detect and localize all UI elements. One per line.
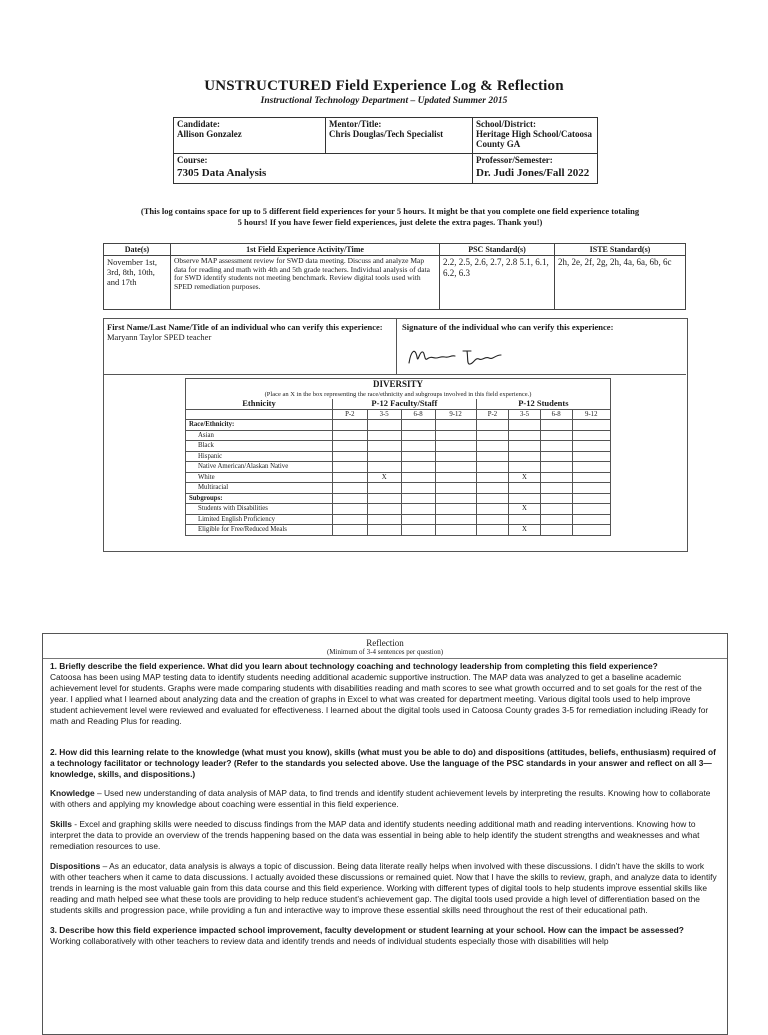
- diversity-mark-cell: [572, 525, 610, 536]
- grade-blank: [186, 409, 333, 420]
- students-header: P-12 Students: [476, 399, 610, 409]
- mentor-value: Chris Douglas/Tech Specialist: [329, 129, 444, 139]
- school-label: School/District:: [476, 119, 536, 129]
- diversity-mark-cell: [540, 483, 572, 494]
- diversity-mark-cell: [476, 462, 508, 473]
- skills-label: Skills: [50, 819, 72, 829]
- diversity-mark-cell: [572, 504, 610, 515]
- diversity-mark-cell: [572, 472, 610, 483]
- diversity-mark-cell: [476, 504, 508, 515]
- dispositions-label: Dispositions: [50, 861, 101, 871]
- diversity-table: [185, 378, 611, 536]
- diversity-mark-cell: [476, 514, 508, 525]
- question-2: 2. How did this learning relate to the knowledge (what must you know), skills (what must you be able to do) and dispositions (attitudes, beliefs, enthusiasm) required of a technology facilitator or technology leader? (Refer to the standards you selected above. Use the language of the PSC standards in your answer and reflect on all 3—knowledge, skills, and dispositions.): [50, 747, 716, 779]
- diversity-row: [186, 483, 611, 494]
- dispositions-text: – As an educator, data analysis is always a topic of discussion. Being data literate really helps when involved with these discussions. I didn’t have the skills to work with other teachers when it came to data discussions. I actually avoided these discussions or remained quiet. Now that I have the skills to review, graph, and analyze data to identify trends in learning is the most valuable gain from this data course and this field experience. Working with different types of digital tools to help students improve essential skills like reading and math helped see what these tools are providing to help reduce student’s achievement gap. The digital tools used provide a high level of differentiation based on the students skills and progression pace, while providing a fun and interactive way to improve these essential skills need throughout the rest of their educational path.: [50, 861, 717, 915]
- diversity-mark-cell: [476, 451, 508, 462]
- diversity-mark-cell: [367, 514, 401, 525]
- diversity-mark-cell: [509, 462, 541, 473]
- grade-header: 9-12: [572, 409, 610, 420]
- activity-header: 1st Field Experience Activity/Time: [171, 244, 440, 256]
- diversity-mark-cell: [367, 451, 401, 462]
- mentor-label: Mentor/Title:: [329, 119, 382, 129]
- diversity-mark-cell: [333, 472, 368, 483]
- candidate-label: Candidate:: [177, 119, 221, 129]
- mentor-cell: [326, 118, 473, 154]
- subgroups-header: Subgroups:: [186, 493, 333, 504]
- skills-text: - Excel and graphing skills were needed to discuss findings from the MAP data and identify students needing additional math and reading interventions. Knowing how to interpret the data to provide an overview of the trends happening based on the data was essential in being able to help identify the student strengths and weaknesses and what remediation resources to use.: [50, 819, 700, 851]
- diversity-row: [186, 441, 611, 452]
- diversity-mark-cell: [435, 451, 476, 462]
- grade-header: 6-8: [540, 409, 572, 420]
- diversity-row: [186, 504, 611, 515]
- diversity-row-label: Asian: [186, 430, 333, 441]
- diversity-mark-cell: [540, 514, 572, 525]
- diversity-mark-cell: [367, 525, 401, 536]
- diversity-mark-cell: [333, 504, 368, 515]
- diversity-mark-cell: [367, 441, 401, 452]
- diversity-mark-cell: [333, 525, 368, 536]
- diversity-row: [186, 514, 611, 525]
- diversity-row-label: White: [186, 472, 333, 483]
- diversity-mark-cell: X: [509, 504, 541, 515]
- grade-header: P-2: [476, 409, 508, 420]
- reflection-title: Reflection: [366, 638, 404, 648]
- faculty-header: P-12 Faculty/Staff: [333, 399, 477, 409]
- professor-cell: [473, 154, 598, 184]
- document-title: UNSTRUCTURED Field Experience Log & Reflection: [204, 78, 564, 94]
- diversity-mark-cell: [401, 514, 435, 525]
- diversity-mark-cell: [401, 451, 435, 462]
- hours-notice: (This log contains space for up to 5 different field experiences for your 5 hours. It might be that you complete one field experience totaling 5 hours! If you have fewer field experiences, just delete the extra pages. Thank you!): [140, 206, 640, 227]
- verifier-cell: [107, 322, 392, 342]
- school-cell: [473, 118, 598, 154]
- signature-image: [405, 343, 515, 369]
- diversity-mark-cell: [367, 504, 401, 515]
- knowledge-paragraph: [50, 788, 720, 810]
- diversity-mark-cell: [572, 514, 610, 525]
- candidate-info-table: [173, 117, 598, 184]
- question-3: 3. Describe how this field experience impacted school improvement, faculty development or student learning at your school. How can the impact be assessed?: [50, 925, 684, 935]
- diversity-mark-cell: [367, 430, 401, 441]
- diversity-mark-cell: [333, 451, 368, 462]
- diversity-mark-cell: [476, 430, 508, 441]
- document-subtitle: Instructional Technology Department – Updated Summer 2015: [260, 96, 508, 106]
- diversity-mark-cell: [572, 483, 610, 494]
- diversity-row-label: Limited English Proficiency: [186, 514, 333, 525]
- course-value: 7305 Data Analysis: [177, 167, 267, 179]
- diversity-mark-cell: [476, 441, 508, 452]
- reflection-section: [42, 633, 728, 1035]
- diversity-mark-cell: [401, 525, 435, 536]
- iste-value: 2h, 2e, 2f, 2g, 2h, 4a, 6a, 6b, 6c: [555, 256, 686, 310]
- diversity-row-label: Black: [186, 441, 333, 452]
- field-experience-table: [103, 243, 686, 310]
- diversity-mark-cell: [435, 430, 476, 441]
- diversity-row: [186, 525, 611, 536]
- grade-header: 6-8: [401, 409, 435, 420]
- dates-header: Date(s): [104, 244, 171, 256]
- diversity-mark-cell: [435, 525, 476, 536]
- grade-header: P-2: [333, 409, 368, 420]
- diversity-mark-cell: [572, 430, 610, 441]
- diversity-mark-cell: X: [509, 525, 541, 536]
- skills-paragraph: [50, 819, 720, 852]
- race-ethnicity-header: Race/Ethnicity:: [186, 420, 333, 431]
- diversity-mark-cell: [540, 430, 572, 441]
- signature-scribble: [405, 343, 515, 369]
- grade-header: 3-5: [367, 409, 401, 420]
- candidate-value: Allison Gonzalez: [177, 129, 242, 139]
- diversity-mark-cell: X: [509, 472, 541, 483]
- diversity-mark-cell: [476, 483, 508, 494]
- diversity-mark-cell: [401, 462, 435, 473]
- diversity-row-label: Students with Disabilities: [186, 504, 333, 515]
- verifier-name-value: Maryann Taylor SPED teacher: [107, 332, 212, 342]
- diversity-row-label: Multiracial: [186, 483, 333, 494]
- verify-bottom-divider: [103, 374, 686, 375]
- question-1: 1. Briefly describe the field experience. What did you learn about technology coaching and technology leadership from completing this field experience?: [50, 661, 658, 671]
- dates-value: November 1st, 3rd, 8th, 10th, and 17th: [104, 256, 171, 310]
- diversity-mark-cell: [572, 462, 610, 473]
- grade-header: 3-5: [509, 409, 541, 420]
- diversity-mark-cell: [509, 430, 541, 441]
- diversity-mark-cell: [401, 504, 435, 515]
- candidate-cell: [174, 118, 326, 154]
- grade-header: 9-12: [435, 409, 476, 420]
- diversity-mark-cell: [333, 483, 368, 494]
- diversity-mark-cell: [540, 462, 572, 473]
- diversity-mark-cell: [435, 483, 476, 494]
- diversity-mark-cell: [509, 483, 541, 494]
- signature-label: Signature of the individual who can verify this experience:: [402, 322, 614, 332]
- diversity-mark-cell: [333, 462, 368, 473]
- diversity-mark-cell: [435, 514, 476, 525]
- diversity-instruction: (Place an X in the box representing the race/ethnicity and subgroups involved in this field experience.): [186, 390, 611, 400]
- diversity-mark-cell: [333, 441, 368, 452]
- diversity-mark-cell: [367, 462, 401, 473]
- answer-3: Working collaboratively with other teachers to review data and identify trends and needs of individual students especially those with disabilities will help: [50, 936, 609, 946]
- diversity-mark-cell: [435, 462, 476, 473]
- reflection-subtitle: (Minimum of 3-4 sentences per question): [43, 648, 727, 659]
- diversity-mark-cell: [401, 483, 435, 494]
- activity-value: Observe MAP assessment review for SWD data meeting. Discuss and analyze Map data for reading and math with 4th and 5th grade teachers. Individual analysis of data for SWD identify students not meeting benchmark. Review digital tools used with SPED remediation purposes.: [171, 256, 440, 310]
- course-cell: [174, 154, 473, 184]
- signature-cell: [402, 322, 684, 332]
- diversity-mark-cell: [401, 441, 435, 452]
- diversity-row-label: Eligible for Free/Reduced Meals: [186, 525, 333, 536]
- diversity-mark-cell: [509, 441, 541, 452]
- diversity-row: [186, 451, 611, 462]
- diversity-row: [186, 462, 611, 473]
- knowledge-label: Knowledge: [50, 788, 95, 798]
- diversity-row-label: Hispanic: [186, 451, 333, 462]
- iste-header: ISTE Standard(s): [555, 244, 686, 256]
- professor-label: Professor/Semester:: [476, 155, 553, 165]
- diversity-row: [186, 430, 611, 441]
- diversity-mark-cell: [333, 430, 368, 441]
- knowledge-text: – Used new understanding of data analysis of MAP data, to find trends and identify student achievement levels by interpreting the results. Knowing how to collaborate with others and applying my knowledge about coaching were essential in this field experience.: [50, 788, 711, 809]
- diversity-mark-cell: [572, 441, 610, 452]
- dispositions-paragraph: [50, 861, 720, 916]
- diversity-mark-cell: [435, 504, 476, 515]
- diversity-row: [186, 472, 611, 483]
- verify-divider: [396, 318, 397, 374]
- psc-value: 2.2, 2.5, 2.6, 2.7, 2.8 5.1, 6.1, 6.2, 6.3: [440, 256, 555, 310]
- course-label: Course:: [177, 155, 208, 165]
- diversity-mark-cell: [540, 451, 572, 462]
- diversity-mark-cell: [476, 472, 508, 483]
- diversity-mark-cell: [540, 472, 572, 483]
- diversity-mark-cell: [572, 451, 610, 462]
- diversity-mark-cell: [367, 483, 401, 494]
- psc-header: PSC Standard(s): [440, 244, 555, 256]
- diversity-mark-cell: [435, 472, 476, 483]
- diversity-mark-cell: [509, 514, 541, 525]
- school-value: Heritage High School/Catoosa County GA: [476, 129, 592, 149]
- diversity-mark-cell: X: [367, 472, 401, 483]
- verifier-name-label: First Name/Last Name/Title of an individual who can verify this experience:: [107, 322, 383, 332]
- professor-value: Dr. Judi Jones/Fall 2022: [476, 167, 590, 179]
- diversity-title: DIVERSITY: [186, 379, 611, 390]
- diversity-mark-cell: [476, 525, 508, 536]
- diversity-mark-cell: [435, 441, 476, 452]
- diversity-mark-cell: [509, 451, 541, 462]
- diversity-mark-cell: [540, 525, 572, 536]
- diversity-mark-cell: [333, 514, 368, 525]
- diversity-row-label: Native American/Alaskan Native: [186, 462, 333, 473]
- diversity-mark-cell: [401, 430, 435, 441]
- answer-1: Catoosa has been using MAP testing data to identify students needing additional academic supportive instruction. The MAP data was analyzed to get a baseline academic achievement level for students. Graphs were made comparing students with disabilities reading and math scores to see what growth occurred and to set goals for the rest of the year. I applied what I learned about analyzing data and the creation of graphs in Excel to what was created for department meeting. Various digital tools used to help improve student achievement level were reviewed and evaluated for effectiveness. I learned about the digital tools used in Catoosa County grades 3-5 for remediation including iReady for math and Reading Plus for reading.: [50, 672, 709, 726]
- diversity-mark-cell: [401, 472, 435, 483]
- diversity-mark-cell: [540, 504, 572, 515]
- ethnicity-header: Ethnicity: [186, 399, 333, 409]
- diversity-mark-cell: [540, 441, 572, 452]
